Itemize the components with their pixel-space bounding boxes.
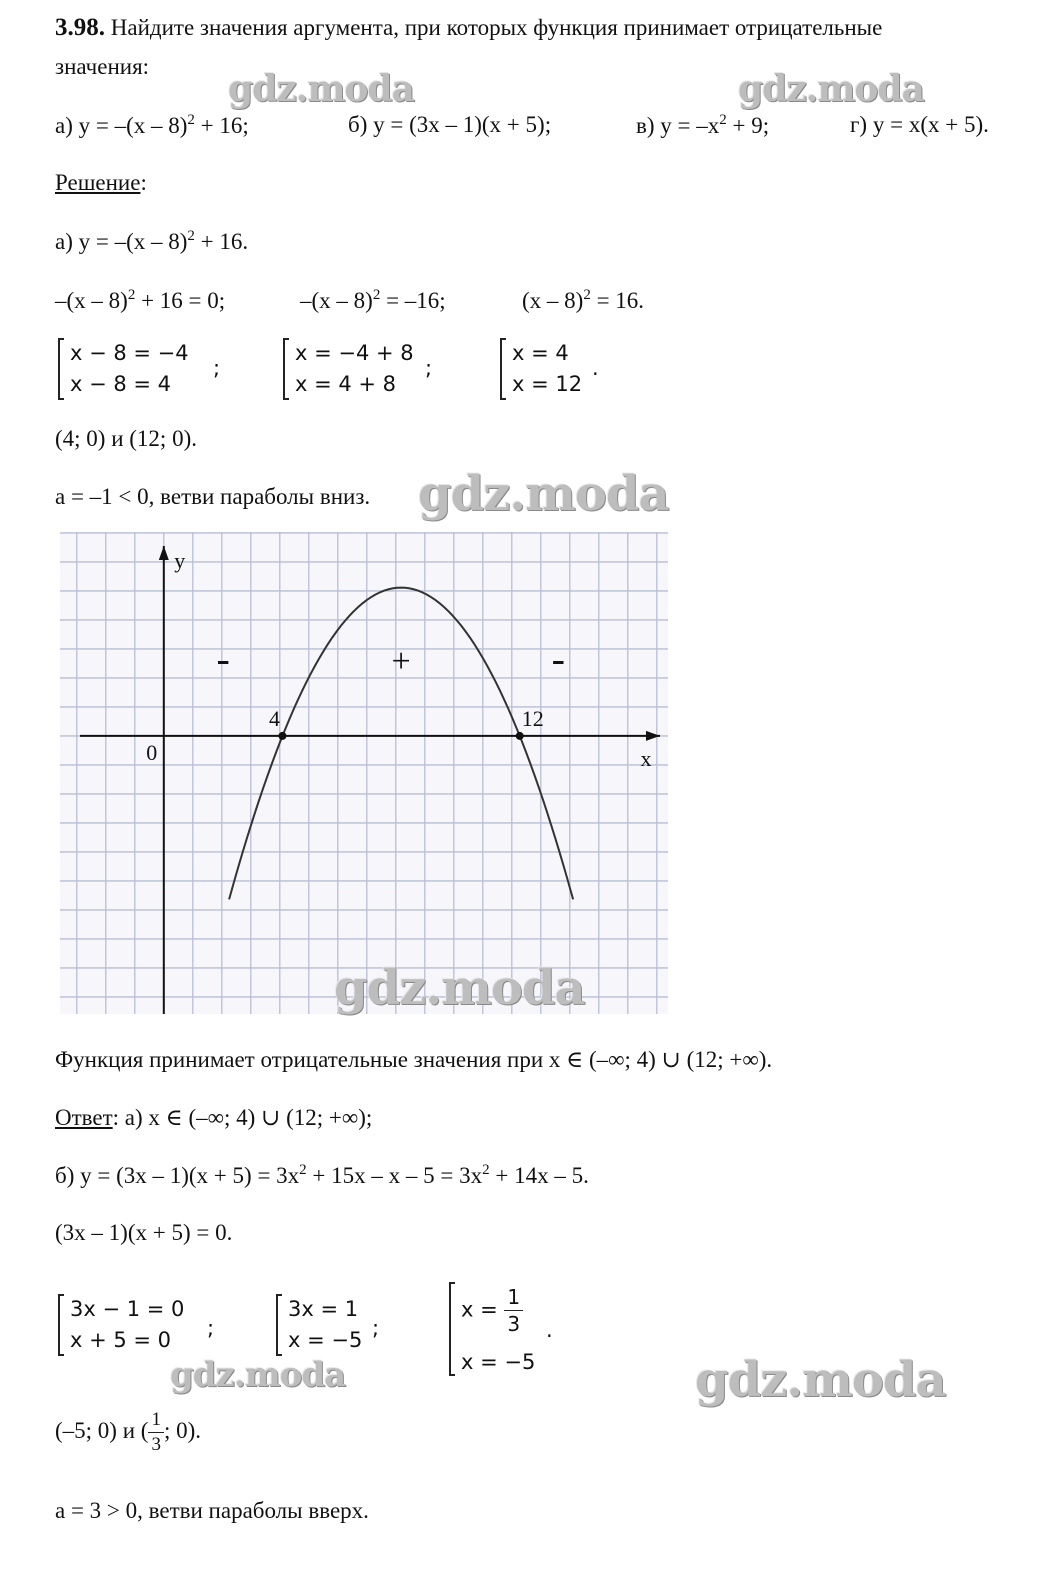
origin-label: 0 xyxy=(146,739,158,765)
problem-text: Найдите значения аргумента, при которых функция принимает отрицательные xyxy=(110,15,883,40)
problem-statement-line1 xyxy=(55,14,882,42)
sign-label: - xyxy=(551,635,565,681)
part-b-system-3: x = $\frac{1}{3}$ x = −5 xyxy=(449,1282,535,1376)
problem-item-g: г) y = x(x + 5). xyxy=(850,112,989,137)
x-axis-label: x xyxy=(640,745,652,771)
part-b-expansion: б) $y = (3x - 1)(x + 5) = 3x^2 + 15x - x - 5 = 3x^2 + 14x - 5$. xyxy=(55,1162,589,1188)
part-a-system-1: x − 8 = −4 x − 8 = 4 xyxy=(58,338,189,400)
part-a-system-2: x = −4 + 8 x = 4 + 8 xyxy=(283,338,414,400)
sign-label: + xyxy=(391,642,411,680)
watermark: gdz.moda xyxy=(334,960,585,1016)
part-a-branches: a = –1 < 0, ветви параболы вниз. xyxy=(55,484,371,509)
watermark: gdz.moda xyxy=(418,466,669,522)
problem-number: 3.98. xyxy=(55,14,105,41)
part-b-points: (–5; 0) и ( $\frac{1}{3}$ ; 0). xyxy=(55,1409,201,1455)
problem-item-v: в) $y = -x^2 + 9$; xyxy=(636,112,770,138)
part-b-separator-2: ; xyxy=(372,1316,380,1340)
part-b-system-1: 3x − 1 = 0 x + 5 = 0 xyxy=(58,1294,184,1356)
fraction-one-third-point: $\frac{1}{3}$ xyxy=(148,1408,164,1457)
part-a-answer: Ответ: а) x ∈ (–∞; 4) ∪ (12; +∞); xyxy=(55,1105,373,1130)
watermark: gdz.moda xyxy=(738,68,924,110)
part-b-system-2: 3x = 1 x = −5 xyxy=(276,1294,362,1356)
root-label: 4 xyxy=(268,705,280,731)
part-b-separator-1: ; xyxy=(207,1316,215,1340)
problem-item-b: б) y = (3x – 1)(x + 5); xyxy=(348,112,552,137)
graph-paper xyxy=(60,532,668,1014)
problem-item-a: а) y = –(x – 8)$^2$ + 16; xyxy=(55,112,249,138)
part-b-branches: a = 3 > 0, ветви параболы вверх. xyxy=(55,1498,369,1523)
root-point xyxy=(516,732,524,740)
part-a-separator-1: ; xyxy=(213,356,221,380)
root-label: 12 xyxy=(521,705,544,731)
y-axis-label: y xyxy=(174,548,186,573)
problem-statement-line2: значения: xyxy=(55,54,150,79)
part-a-points: (4; 0) и (12; 0). xyxy=(55,426,197,451)
fraction-one-third: $\frac{1}{3}$ xyxy=(504,1284,523,1337)
sign-label: - xyxy=(216,635,230,681)
part-a-function: а) y = –(x – 8)$^2$ + 16. xyxy=(55,228,249,254)
watermark: gdz.moda xyxy=(695,1352,946,1408)
part-b-separator-3: . xyxy=(546,1318,553,1342)
watermark: gdz.moda xyxy=(170,1355,346,1395)
part-a-equation-1: –(x – 8)$^2$ + 16 = 0; xyxy=(55,287,226,313)
part-a-equation-2: –(x – 8)$^2$ = –16; xyxy=(300,287,446,313)
grid xyxy=(60,532,668,1014)
root-point xyxy=(278,732,286,740)
part-b-equation: (3x – 1)(x + 5) = 0. xyxy=(55,1220,233,1245)
solution-heading: Решение: xyxy=(55,170,147,195)
part-a-equation-3: (x – 8)$^2$ = 16. xyxy=(522,287,645,313)
part-a-conclusion: Функция принимает отрицательные значения при x ∈ (–∞; 4) ∪ (12; +∞). xyxy=(55,1047,773,1072)
part-a-system-3: x = 4 x = 12 xyxy=(500,338,582,400)
part-a-separator-2: ; xyxy=(425,356,433,380)
parabola-graph xyxy=(60,532,668,1014)
watermark: gdz.moda xyxy=(228,68,414,110)
part-a-separator-3: . xyxy=(592,356,599,380)
